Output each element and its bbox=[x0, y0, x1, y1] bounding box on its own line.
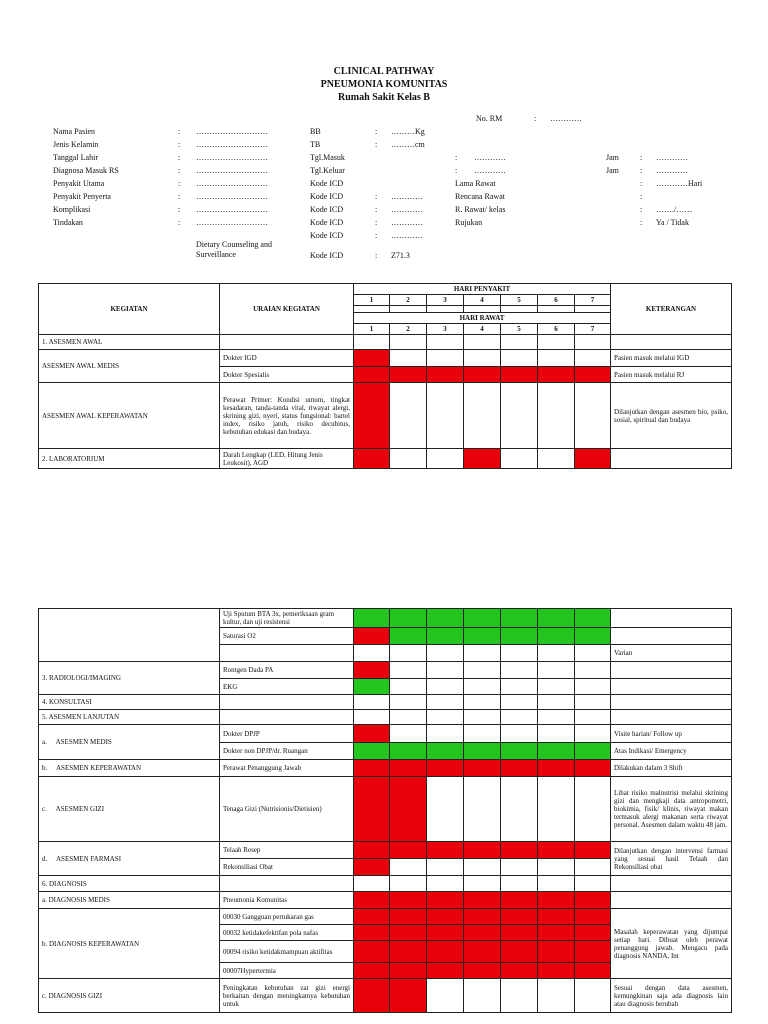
patient-far-value[interactable]: Ya / Tidak bbox=[656, 218, 689, 227]
day-cell-red bbox=[575, 367, 611, 383]
colon: : bbox=[178, 179, 181, 188]
day-cell-green bbox=[354, 679, 390, 695]
day-cell-red bbox=[354, 760, 390, 777]
perawat-primer: Perawat Primer: Kondisi umum, tingkat kesadaran, tanda-tanda vital, riwayat alergi, skrining gizi, nyeri, status fungsional: bartel index, risiko jatuh, risiko decubitus, kebutuhan edukasi dan budaya. bbox=[220, 383, 354, 449]
day-cell-red bbox=[464, 367, 501, 383]
patient-field-label: Diagnosa Masuk RS bbox=[53, 166, 119, 175]
colon: : bbox=[375, 218, 378, 227]
day-cell-red bbox=[390, 777, 427, 842]
diagnosis-medis: a. DIAGNOSIS MEDIS bbox=[39, 892, 220, 909]
header-uraian: URAIAN KEGIATAN bbox=[220, 284, 354, 335]
day-number: 7 bbox=[575, 324, 611, 335]
patient-right-label: Rujukan bbox=[455, 218, 483, 227]
day-cell-red bbox=[427, 925, 464, 941]
colon: : bbox=[455, 166, 458, 175]
day-cell-red bbox=[575, 892, 611, 909]
day-cell-green bbox=[538, 743, 575, 760]
diag-kep-item: 00094 risiko ketidakmampuan aktifitas bbox=[220, 941, 354, 963]
patient-mid-value[interactable]: ………… bbox=[391, 192, 423, 201]
patient-field-label: Penyakit Penyerta bbox=[53, 192, 111, 201]
day-cell-green bbox=[427, 628, 464, 645]
day-cell-red bbox=[464, 925, 501, 941]
patient-far-value[interactable]: ……./…… bbox=[656, 205, 693, 214]
day-cell-red bbox=[464, 842, 501, 859]
patient-far-value[interactable]: …………Hari bbox=[656, 179, 703, 188]
patient-far-label: Jam bbox=[606, 166, 619, 175]
patient-mid-value[interactable]: ………cm bbox=[391, 140, 425, 149]
day-cell-red bbox=[538, 367, 575, 383]
title-clinical-pathway: CLINICAL PATHWAY bbox=[333, 66, 435, 77]
ket-diag-gizi: Sesuai dengan data asesmen, kemungkinan saja ada diagnosis lain atau diagnosis berubah bbox=[611, 979, 732, 1013]
day-cell-red bbox=[427, 892, 464, 909]
day-cell-red bbox=[464, 892, 501, 909]
asesmen-farmasi-label: ASESMEN FARMASI bbox=[56, 854, 122, 863]
asesmen-keperawatan bbox=[39, 760, 220, 777]
patient-right-label: Lama Rawat bbox=[455, 179, 496, 188]
day-cell-red bbox=[427, 963, 464, 979]
patient-mid-label: Kode ICD bbox=[310, 251, 344, 260]
day-cell-green bbox=[575, 743, 611, 760]
colon: : bbox=[640, 192, 643, 201]
day-cell-red bbox=[575, 941, 611, 963]
day-cell-red bbox=[427, 842, 464, 859]
colon: : bbox=[375, 127, 378, 136]
uji-sputum: Uji Sputum BTA 3x, pemeriksaan gram kultur, dan uji resistensi bbox=[220, 609, 354, 628]
patient-mid-label: BB bbox=[310, 127, 321, 136]
header-hari-penyakit: HARI PENYAKIT bbox=[354, 284, 611, 295]
header-hari-rawat: HARI RAWAT bbox=[354, 313, 611, 324]
patient-field-value[interactable]: ……………………… bbox=[196, 127, 268, 136]
ket-igd: Pasien masuk melalui IGD bbox=[611, 350, 732, 367]
varian: Varian bbox=[611, 645, 732, 662]
day-cell-red bbox=[575, 449, 611, 469]
section-konsultasi: 4. KONSULTASI bbox=[39, 695, 220, 710]
patient-right-value[interactable]: ………… bbox=[474, 153, 506, 162]
patient-field-value[interactable]: ……………………… bbox=[196, 218, 268, 227]
no-rm-value[interactable]: ………… bbox=[550, 114, 582, 123]
day-cell-red bbox=[390, 941, 427, 963]
day-cell-green bbox=[538, 628, 575, 645]
day-cell-red bbox=[575, 842, 611, 859]
patient-mid-value[interactable]: ………… bbox=[391, 218, 423, 227]
colon: : bbox=[455, 153, 458, 162]
day-cell-red bbox=[501, 842, 538, 859]
diag-kep-item: 00007Hypertermia bbox=[220, 963, 354, 979]
ket-atas-indikasi: Atas Indikasi/ Emergency bbox=[611, 743, 732, 760]
asesmen-awal-medis: ASESMEN AWAL MEDIS bbox=[39, 350, 220, 383]
colon: : bbox=[534, 114, 537, 123]
day-cell-red bbox=[354, 842, 390, 859]
day-cell-green bbox=[354, 609, 390, 628]
colon: : bbox=[178, 153, 181, 162]
day-cell-red bbox=[538, 760, 575, 777]
day-cell-red bbox=[575, 909, 611, 925]
section-asesmen-awal: 1. ASESMEN AWAL bbox=[39, 335, 220, 350]
day-cell-green bbox=[575, 609, 611, 628]
day-cell-red bbox=[390, 963, 427, 979]
day-cell-green bbox=[575, 628, 611, 645]
day-cell-red bbox=[354, 925, 390, 941]
colon: : bbox=[375, 205, 378, 214]
day-cell-red bbox=[575, 963, 611, 979]
patient-right-value[interactable]: ………… bbox=[474, 166, 506, 175]
day-cell-red bbox=[390, 760, 427, 777]
day-cell-red bbox=[354, 777, 390, 842]
dokter-spesialis: Dokter Spesialis bbox=[220, 367, 354, 383]
patient-field-value[interactable]: ……………………… bbox=[196, 166, 268, 175]
day-cell-green bbox=[354, 743, 390, 760]
day-number: 1 bbox=[354, 324, 390, 335]
tenaga-gizi: Tenaga Gizi (Nutrisionis/Dietisien) bbox=[220, 777, 354, 842]
day-cell-green bbox=[390, 609, 427, 628]
diagnosis-keperawatan: b. DIAGNOSIS KEPERAWATAN bbox=[39, 909, 220, 979]
asesmen-awal-keperawatan: ASESMEN AWAL KEPERAWATAN bbox=[39, 383, 220, 449]
pathway-table-2 bbox=[38, 608, 732, 1013]
ekg: EKG bbox=[220, 679, 354, 695]
day-cell-green bbox=[538, 609, 575, 628]
day-cell-red bbox=[427, 367, 464, 383]
perawat-penanggung-jawab: Perawat Penanggung Jawab bbox=[220, 760, 354, 777]
day-cell-red bbox=[354, 449, 390, 469]
ket-keperawatan: Dilanjutkan dengan asesmen bio, psiko, sosial, spiritual dan budaya bbox=[611, 383, 732, 449]
day-number: 5 bbox=[501, 295, 538, 306]
day-cell-red bbox=[501, 367, 538, 383]
colon: : bbox=[178, 127, 181, 136]
day-cell-red bbox=[464, 760, 501, 777]
day-cell-red bbox=[354, 979, 390, 1013]
patient-mid-label: Tgl.Keluar bbox=[310, 166, 345, 175]
section-asesmen-lanjutan: 5. ASESMEN LANJUTAN bbox=[39, 710, 220, 725]
patient-mid-label: TB bbox=[310, 140, 321, 149]
ket-farmasi: Dilanjutkan dengan intervensi farmasi yang sesuai hasil Telaah dan Rekonsiliasi obat bbox=[611, 842, 732, 876]
section-radiologi: 3. RADIOLOGI/IMAGING bbox=[39, 662, 220, 695]
patient-field-label: Jenis Kelamin bbox=[53, 140, 99, 149]
patient-mid-value[interactable]: ………Kg bbox=[391, 127, 425, 136]
patient-field-value[interactable]: ……………………… bbox=[196, 192, 268, 201]
ket-rj: Pasien masuk melalui RJ bbox=[611, 367, 732, 383]
title-hospital: Rumah Sakit Kelas B bbox=[338, 92, 430, 103]
item-letter: b. bbox=[42, 764, 48, 773]
title-pneumonia: PNEUMONIA KOMUNITAS bbox=[320, 79, 448, 90]
day-cell-green bbox=[464, 628, 501, 645]
patient-mid-label: Kode ICD bbox=[310, 218, 344, 227]
day-cell-green bbox=[464, 609, 501, 628]
dokter-dpjp: Dokter DPJP bbox=[220, 725, 354, 743]
dokter-non-dpjp: Dokter non DPJP/dr. Ruangan bbox=[220, 743, 354, 760]
darah-lengkap: Darah Lengkap (LED, Hitung Jenis Leukosit), AGD bbox=[220, 449, 354, 469]
item-letter: d. bbox=[42, 854, 48, 863]
colon: : bbox=[640, 166, 643, 175]
pathway-table-1 bbox=[38, 283, 732, 469]
day-cell-red bbox=[538, 892, 575, 909]
asesmen-keperawatan-label: ASESMEN KEPERAWATAN bbox=[56, 764, 142, 773]
colon: : bbox=[178, 192, 181, 201]
patient-mid-label: Kode ICD bbox=[310, 192, 344, 201]
colon: : bbox=[375, 140, 378, 149]
day-number: 7 bbox=[575, 295, 611, 306]
ket-diag-kep: Masalah keperawatan yang dijumpai setiap hari. Dibuat oleh perawat penanggung jawab. Mengacu pada diagnosis NANDA, Int bbox=[611, 909, 732, 979]
day-cell-red bbox=[464, 909, 501, 925]
ket-gizi: Lihat risiko malnutrisi melalui skrining gizi dan mengkaji data antropometri, biokimia, fisik/ klinis, riwayat makan termasuk alergi makanan serta riwayat personal. Asesmen dalam waktu 48 jam. bbox=[611, 777, 732, 842]
dietary-line1: Dietary Counseling and bbox=[196, 240, 272, 249]
patient-field-label: Komplikasi bbox=[53, 205, 91, 214]
day-cell-red bbox=[575, 760, 611, 777]
day-cell-red bbox=[427, 941, 464, 963]
ket-visite: Visite harian/ Follow up bbox=[611, 725, 732, 743]
rekonsiliasi-obat: Rekonsiliasi Obat bbox=[220, 859, 354, 876]
day-cell-red bbox=[501, 892, 538, 909]
day-cell-red bbox=[390, 842, 427, 859]
patient-far-value[interactable]: ………… bbox=[656, 166, 688, 175]
day-cell-red bbox=[354, 725, 390, 743]
patient-field-label: Tanggal Lahir bbox=[53, 153, 98, 162]
diag-kep-item: 00032 ketidakefektifan pola nafas bbox=[220, 925, 354, 941]
day-cell-red bbox=[575, 925, 611, 941]
day-number: 4 bbox=[464, 324, 501, 335]
day-cell-red bbox=[464, 963, 501, 979]
day-cell-red bbox=[354, 367, 390, 383]
colon: : bbox=[640, 179, 643, 188]
colon: : bbox=[640, 153, 643, 162]
rontgen-dada: Rontgen Dada PA bbox=[220, 662, 354, 679]
day-number: 2 bbox=[390, 324, 427, 335]
day-cell-red bbox=[427, 909, 464, 925]
day-cell-red bbox=[501, 925, 538, 941]
day-cell-red bbox=[354, 350, 390, 367]
day-cell-green bbox=[501, 628, 538, 645]
patient-field-value[interactable]: ……………………… bbox=[196, 140, 268, 149]
day-cell-red bbox=[501, 760, 538, 777]
day-cell-red bbox=[427, 760, 464, 777]
day-cell-red bbox=[464, 941, 501, 963]
day-number: 2 bbox=[390, 295, 427, 306]
dietary-line2: Surveillance bbox=[196, 250, 236, 259]
pneumonia-komunitas: Pneumonia Komunitas bbox=[220, 892, 354, 909]
day-cell-green bbox=[501, 743, 538, 760]
colon: : bbox=[640, 205, 643, 214]
day-cell-red bbox=[538, 842, 575, 859]
day-cell-red bbox=[354, 628, 390, 645]
colon: : bbox=[375, 251, 378, 260]
patient-mid-label: Kode ICD bbox=[310, 205, 344, 214]
day-cell-red bbox=[354, 963, 390, 979]
ket-shift: Dilakukan dalam 3 Shift bbox=[611, 760, 732, 777]
day-cell-red bbox=[354, 909, 390, 925]
colon: : bbox=[178, 218, 181, 227]
section-laboratorium: 2. LABORATORIUM bbox=[39, 449, 220, 469]
day-cell-red bbox=[390, 367, 427, 383]
day-cell-red bbox=[538, 925, 575, 941]
diagnosis-gizi: c. DIAGNOSIS GIZI bbox=[39, 979, 220, 1013]
day-cell-red bbox=[390, 979, 427, 1013]
asesmen-farmasi bbox=[39, 842, 220, 876]
colon: : bbox=[178, 166, 181, 175]
asesmen-medis-label: ASESMEN MEDIS bbox=[55, 738, 112, 747]
no-rm-label: No. RM bbox=[476, 114, 503, 123]
day-cell-red bbox=[354, 662, 390, 679]
section-diagnosis: 6. DIAGNOSIS bbox=[39, 876, 220, 892]
telaah-resep: Telaah Resep bbox=[220, 842, 354, 859]
day-cell-red bbox=[464, 449, 501, 469]
day-number: 1 bbox=[354, 295, 390, 306]
day-cell-red bbox=[354, 383, 390, 449]
diag-kep-item: 00030 Gangguan pertukaran gas bbox=[220, 909, 354, 925]
day-cell-green bbox=[390, 628, 427, 645]
day-cell-green bbox=[501, 609, 538, 628]
header-kegiatan: KEGIATAN bbox=[39, 284, 220, 335]
patient-field-label: Nama Pasien bbox=[53, 127, 95, 136]
day-cell-red bbox=[354, 941, 390, 963]
patient-field-value[interactable]: ……………………… bbox=[196, 205, 268, 214]
patient-mid-label: Kode ICD bbox=[310, 179, 344, 188]
patient-right-label: Rencana Rawat bbox=[455, 192, 505, 201]
patient-field-label: Tindakan bbox=[53, 218, 83, 227]
item-letter: a. bbox=[42, 738, 47, 747]
asesmen-gizi-label: ASESMEN GIZI bbox=[55, 805, 105, 814]
day-cell-red bbox=[538, 909, 575, 925]
dokter-igd: Dokter IGD bbox=[220, 350, 354, 367]
day-cell-red bbox=[501, 941, 538, 963]
patient-field-value[interactable]: ……………………… bbox=[196, 153, 268, 162]
colon: : bbox=[178, 205, 181, 214]
day-number: 3 bbox=[427, 295, 464, 306]
patient-far-label: Jam bbox=[606, 153, 619, 162]
day-cell-red bbox=[538, 941, 575, 963]
day-number: 4 bbox=[464, 295, 501, 306]
day-number: 6 bbox=[538, 295, 575, 306]
colon: : bbox=[375, 192, 378, 201]
asesmen-gizi bbox=[39, 777, 220, 842]
day-cell-green bbox=[427, 743, 464, 760]
day-cell-red bbox=[354, 892, 390, 909]
item-letter: c. bbox=[42, 805, 47, 814]
day-cell-green bbox=[427, 609, 464, 628]
day-cell-red bbox=[390, 925, 427, 941]
patient-field-value[interactable]: ……………………… bbox=[196, 179, 268, 188]
day-cell-red bbox=[354, 859, 390, 876]
header-keterangan: KETERANGAN bbox=[611, 284, 732, 335]
day-cell-red bbox=[501, 909, 538, 925]
colon: : bbox=[640, 218, 643, 227]
patient-field-label: Penyakit Utama bbox=[53, 179, 105, 188]
day-number: 5 bbox=[501, 324, 538, 335]
day-cell-green bbox=[390, 743, 427, 760]
colon: : bbox=[178, 140, 181, 149]
patient-mid-value[interactable]: Z71.3 bbox=[391, 251, 410, 260]
day-cell-green bbox=[464, 743, 501, 760]
patient-mid-label: Kode ICD bbox=[310, 231, 344, 240]
asesmen-medis bbox=[39, 725, 220, 760]
gizi-text: Peningkatan kebutuhan zat gizi energi berkaitan dengan meningkatnya kebutuhan untuk bbox=[220, 979, 354, 1013]
day-number: 6 bbox=[538, 324, 575, 335]
patient-mid-value[interactable]: ………… bbox=[391, 231, 423, 240]
day-cell-red bbox=[501, 963, 538, 979]
patient-mid-label: Tgl.Masuk bbox=[310, 153, 345, 162]
day-cell-red bbox=[390, 892, 427, 909]
patient-far-value[interactable]: ………… bbox=[656, 153, 688, 162]
day-number: 3 bbox=[427, 324, 464, 335]
patient-right-label: R. Rawat/ kelas bbox=[455, 205, 506, 214]
day-cell-red bbox=[390, 909, 427, 925]
colon: : bbox=[375, 231, 378, 240]
day-cell-red bbox=[538, 963, 575, 979]
patient-mid-value[interactable]: ………… bbox=[391, 205, 423, 214]
saturasi-o2: Saturasi O2 bbox=[220, 628, 354, 645]
